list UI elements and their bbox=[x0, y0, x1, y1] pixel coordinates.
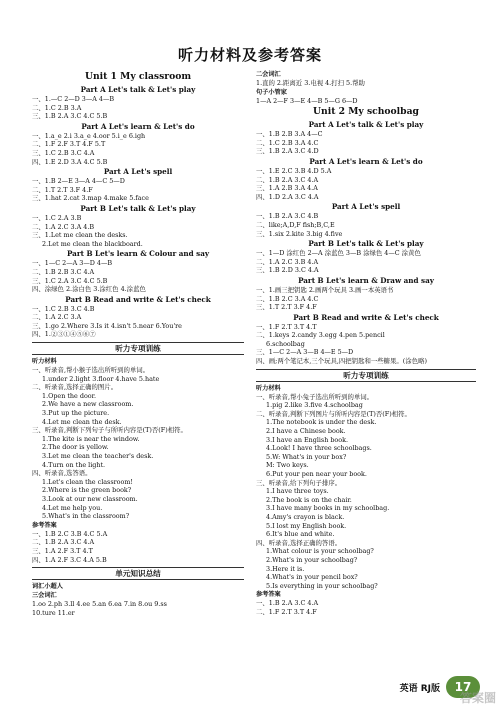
answer-line: 1—A 2—F 3—E 4—B 5—G 6—D bbox=[256, 96, 358, 105]
answer-line: 三、1.A 2.F 3.T 4.T bbox=[32, 546, 93, 555]
answer-line: 三、1.T 2.T 3.F 4.F bbox=[256, 303, 317, 312]
answer-line: 一、1.—C 2—D 3—A 4—B bbox=[32, 95, 115, 103]
section-band: 单元知识总结 bbox=[32, 567, 244, 580]
answer-line: 二、1.F 2.T 3.T 4.F bbox=[256, 607, 317, 616]
answer-line: 三、1.six 2.kite 3.big 4.five bbox=[256, 229, 343, 238]
answer-subline: 6.Put your pen near your book. bbox=[266, 470, 367, 478]
answer-line: 二、1.B 2.B 3.C 4.A bbox=[32, 267, 95, 276]
answer-line: 四、1.E 2.D 3.A 4.C 5.B bbox=[32, 157, 108, 166]
answer-line: 三、1.C 2.A 3.C 4.C 5.B bbox=[32, 276, 108, 285]
answer-line: 1.oo 2.ph 3.ll 4.ee 5.an 6.ea 7.in 8.ou 9.ss bbox=[32, 600, 167, 609]
answer-subline: 5.Is everything in your schoolbag? bbox=[266, 581, 378, 590]
answer-subline: 4.Look! I have three schoolbags. bbox=[266, 444, 372, 453]
answer-line: 二、听录音,判断下列图片与所听内容是(T)否(F)相符。 bbox=[256, 409, 411, 418]
answer-line: 1.直的 2.距离近 3.电视 4.打扫 5.帮助 bbox=[256, 79, 365, 87]
answer-line: 一、1.C 2.B 3.C 4.B bbox=[32, 304, 95, 313]
part-heading: Part B Let's talk & Let's play bbox=[308, 239, 424, 249]
answer-line: 三、1.B 2.D 3.C 4.A bbox=[256, 266, 319, 275]
answer-subline: 3.Look at our new classroom. bbox=[42, 494, 138, 503]
answer-line: 一、听录音,帮小猴子选出所听到的单词。 bbox=[32, 366, 150, 375]
part-heading: Part A Let's talk & Let's play bbox=[308, 120, 424, 130]
answer-line: 四、听录音,选答语。 bbox=[32, 469, 92, 478]
answer-line: 四、涂绿色 2.涂白色 3.涂红色 4.涂蓝色 bbox=[32, 285, 146, 294]
answer-line: 一、1.E 2.C 3.B 4.D 5.A bbox=[256, 166, 332, 175]
answer-line: 一、1—C 2—A 3—D 4—B bbox=[32, 259, 113, 268]
answer-subline: 1.pig 2.like 3.five 4.schoolbag bbox=[266, 401, 363, 410]
answer-subline: 2.Let me clean the blackboard. bbox=[42, 239, 143, 248]
answer-subline: 2.The door is yellow. bbox=[42, 443, 109, 452]
answer-subline: 2.What's in your schoolbag? bbox=[266, 555, 358, 564]
page-title: 听力材料及参考答案 bbox=[177, 46, 322, 64]
answer-line: 二、1.B 2.A 3.C 4.A bbox=[256, 175, 319, 184]
answer-line: 一、1.B 2—E 3—A 4—C 5—D bbox=[32, 177, 125, 186]
answer-line: 三、1.go 2.Where 3.Is it 4.isn't 5.near 6.You're bbox=[32, 321, 182, 330]
answer-subline: 2.The book is on the chair. bbox=[266, 495, 352, 504]
answer-subline: 3.I have many books in my schoolbag. bbox=[266, 504, 390, 513]
part-heading: Part B Let's talk & Let's play bbox=[80, 203, 196, 213]
answer-line: 二、like;A,D,F fish;B,C,E bbox=[256, 220, 335, 229]
unit-heading: Unit 2 My schoolbag bbox=[313, 106, 419, 118]
answer-line: 三、1.Let me clean the desks. bbox=[32, 231, 128, 240]
part-heading: Part B Read and write & Let's check bbox=[65, 294, 211, 304]
footer-label: 英语 RJ版 bbox=[399, 683, 440, 694]
section-label: 听力材料 bbox=[32, 358, 57, 366]
answer-subline: 3.Let me clean the teacher's desk. bbox=[42, 452, 154, 460]
section-label: 词汇小超人 bbox=[32, 583, 63, 591]
answer-line: 一、1.画三把钥匙 2.画两个玩具 3.画一本英语书 bbox=[256, 285, 394, 294]
answer-subline: 1.What colour is your schoolbag? bbox=[266, 547, 374, 556]
answer-subline: 1.The notebook is under the desk. bbox=[266, 418, 377, 427]
answer-line: 一、1.a_e 2.i 3.a_e 4.oor 5.i_e 6.igh bbox=[32, 131, 146, 140]
part-heading: Part A Let's learn & Let's do bbox=[81, 121, 195, 131]
answer-line: 二、1.T 2.T 3.F 4.F bbox=[32, 185, 93, 194]
part-heading: Part B Read and write & Let's check bbox=[293, 312, 439, 322]
section-label: 三会词汇 bbox=[32, 592, 57, 600]
answer-subline: 2.Where is the green book? bbox=[42, 486, 132, 495]
answer-line: 三、1.hat 2.cat 3.map 4.make 5.face bbox=[32, 194, 149, 203]
answer-line: 二、1.B 2.A 3.C 4.A bbox=[32, 538, 95, 547]
answer-subline: 6.It's blue and white. bbox=[266, 530, 335, 539]
answer-subline: 6.schoolbag bbox=[266, 339, 305, 348]
answer-line: 一、1—D 涂红色 2—A 涂蓝色 3—B 涂绿色 4—C 涂黄色 bbox=[256, 249, 421, 258]
answer-line: 一、1.C 2.A 3.B bbox=[32, 213, 82, 222]
answer-line: 二、1.keys 2.candy 3.egg 4.pen 5.pencil bbox=[256, 331, 385, 340]
answer-line: 一、1.B 2.A 3.C 4.A bbox=[256, 599, 319, 608]
answer-subline: 4.Turn on the light. bbox=[42, 460, 106, 469]
part-heading: Part B Let's learn & Draw and say bbox=[298, 275, 434, 285]
answer-subline: 1.Let's clean the classroom! bbox=[42, 477, 133, 486]
answer-line: 三、1.B 2.A 3.C 4.D bbox=[256, 147, 319, 156]
section-label: 参考答案 bbox=[32, 521, 57, 529]
answer-line: 四、1.D 2.A 3.C 4.A bbox=[256, 192, 319, 201]
section-label: 听力材料 bbox=[256, 384, 281, 392]
answer-line: 一、1.B 2.C 3.B 4.C 5.A bbox=[32, 529, 108, 538]
answer-subline: 1.Open the door. bbox=[42, 391, 97, 400]
answer-line: 一、1.B 2.A 3.C 4.B bbox=[256, 212, 319, 221]
watermark-logo: 答案圈 bbox=[459, 691, 496, 705]
answer-subline: 3.Put up the picture. bbox=[42, 409, 110, 418]
answer-subline: 2.We have a new classroom. bbox=[42, 400, 134, 409]
left-column bbox=[32, 70, 244, 617]
answer-line: 二、1.F 2.F 3.T 4.F 5.T bbox=[32, 140, 106, 149]
answer-subline: 1.I have three toys. bbox=[266, 487, 329, 496]
part-heading: Part A Let's talk & Let's play bbox=[80, 85, 196, 94]
answer-line: 四、听录音,选择正确的答语。 bbox=[256, 538, 342, 547]
section-band: 听力专项训练 bbox=[256, 369, 476, 382]
right-column bbox=[256, 70, 476, 617]
answer-subline: 3.Here it is. bbox=[266, 564, 305, 573]
answer-line: 二、1.A 2.C 3.A 4.B bbox=[32, 222, 95, 231]
answer-line: 三、1.A 2.B 3.A 4.A bbox=[256, 184, 318, 193]
section-label: 参考答案 bbox=[256, 591, 281, 599]
answer-subline: M: Two keys. bbox=[266, 461, 309, 470]
answer-subline: 4.Amy's crayon is black. bbox=[266, 512, 345, 521]
part-heading: Part B Let's learn & Colour and say bbox=[66, 249, 210, 259]
section-band: 听力专项训练 bbox=[32, 342, 244, 355]
answer-line: 二、1.C 2.B 3.A bbox=[32, 103, 82, 112]
section-label: 二会词汇 bbox=[256, 71, 281, 78]
part-heading: Part A Let's spell bbox=[331, 202, 401, 212]
answer-line: 10.ture 11.er bbox=[32, 608, 75, 617]
answer-subline: 4.What's in your pencil box? bbox=[266, 573, 358, 582]
answer-line: 三、听录音,给下列句子排序。 bbox=[256, 478, 342, 487]
answer-line: 二、1.C 2.B 3.A 4.C bbox=[256, 138, 319, 147]
part-heading: Part A Let's spell bbox=[103, 167, 173, 177]
page-number: 17 bbox=[446, 676, 480, 698]
answer-line: 二、1.A 2.C 3.A bbox=[32, 313, 82, 322]
answer-subline: 1.under 2.light 3.floor 4.have 5.hate bbox=[42, 374, 160, 383]
answer-line: 四、1.②③①④⑤⑥⑦ bbox=[32, 330, 96, 339]
answer-line: 一、听录音,帮小兔子选出所听到的单词。 bbox=[256, 392, 374, 401]
answer-line: 三、1.B 2.A 3.C 4.C 5.B bbox=[32, 112, 108, 121]
unit-heading: Unit 1 My classroom bbox=[84, 71, 192, 82]
answer-line: 三、1.C 2.B 3.C 4.A bbox=[32, 148, 95, 157]
answer-line: 四、1.A 2.F 3.C 4.A 5.B bbox=[32, 555, 107, 564]
answer-subline: 5.W: What's in your box? bbox=[266, 452, 347, 461]
answer-line: 二、1.B 2.C 3.A 4.C bbox=[256, 294, 319, 303]
answer-line: 三、1—C 2—A 3—B 4—E 5—D bbox=[256, 348, 354, 357]
answer-subline: 1.The kite is near the window. bbox=[42, 434, 140, 443]
answer-subline: 4.Let me help you. bbox=[42, 503, 103, 512]
part-heading: Part A Let's learn & Let's do bbox=[309, 156, 423, 166]
answer-subline: 3.I have an English book. bbox=[266, 435, 349, 444]
answer-line: 三、听录音,判断下列句子与所听内容是(T)否(F)相符。 bbox=[32, 426, 187, 435]
answer-subline: 5.I lost my English book. bbox=[266, 521, 347, 530]
answer-line: 二、听录音,选择正确的图片。 bbox=[32, 383, 118, 392]
answer-subline: 5.What's in the classroom? bbox=[42, 512, 130, 521]
answer-line: 一、1.B 2.B 3.A 4—C bbox=[256, 130, 323, 139]
answer-line: 四、画;两个笔记本,三个玩具,四把钥匙和一些糖果。(涂色略) bbox=[256, 357, 427, 366]
answer-line: 二、1.A 2.C 3.B 4.A bbox=[256, 257, 319, 266]
section-label: 句子小管家 bbox=[256, 88, 287, 96]
answer-line: 一、1.F 2.T 3.T 4.T bbox=[256, 322, 317, 331]
answer-subline: 2.I have a Chinese book. bbox=[266, 427, 346, 436]
answer-subline: 4.Let me clean the desk. bbox=[42, 417, 122, 426]
